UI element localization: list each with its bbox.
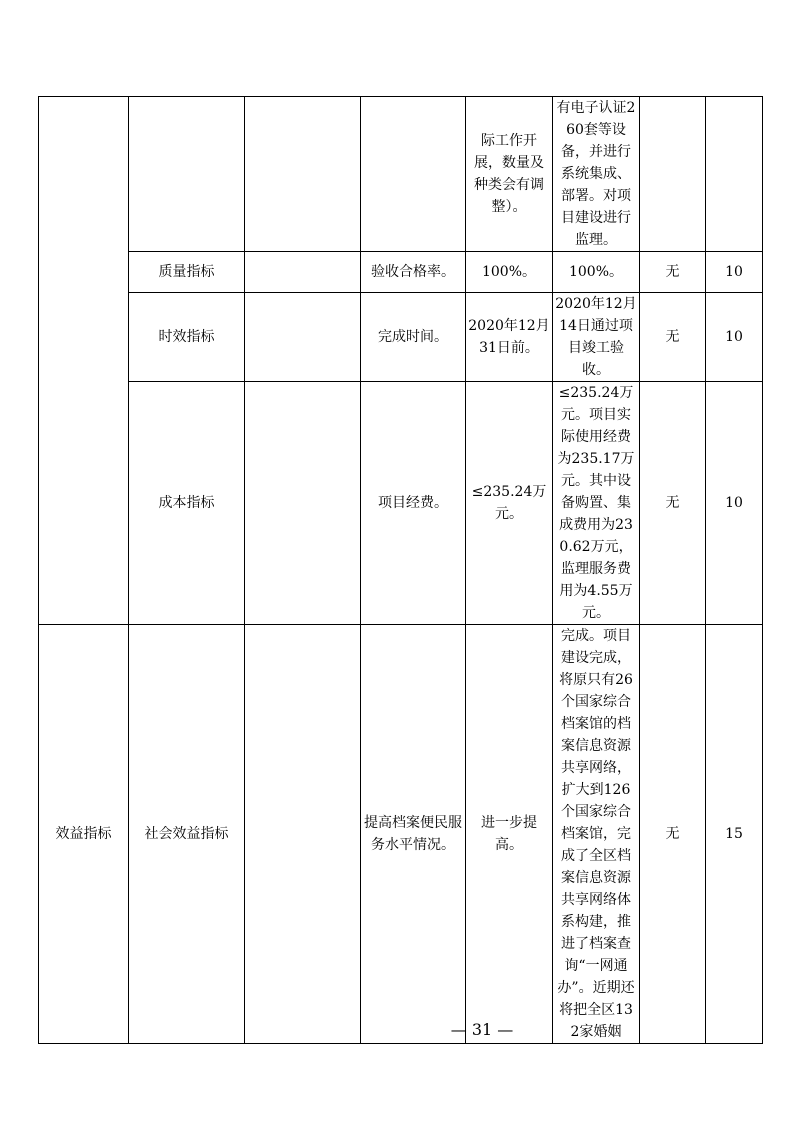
actual-completion-cell: 2020年12月14日通过项目竣工验收。 <box>553 293 640 382</box>
level2-indicator-cell: 社会效益指标 <box>129 625 245 1044</box>
table-row <box>39 97 763 252</box>
level2-indicator-cell: 质量指标 <box>129 252 245 293</box>
level2-indicator-cell <box>129 97 245 252</box>
performance-table <box>38 96 763 1044</box>
indicator-content-cell: 提高档案便民服务水平情况。 <box>361 625 466 1044</box>
table-row <box>39 293 763 382</box>
table-row <box>39 625 763 1044</box>
level2-indicator-cell: 成本指标 <box>129 382 245 625</box>
actual-completion-cell: ≤235.24万元。项目实际使用经费为235.17万元。其中设备购置、集成费用为230.62万元，监理服务费用为4.55万元。 <box>553 382 640 625</box>
annual-target-cell: 2020年12月31日前。 <box>466 293 553 382</box>
deviation-cell <box>640 97 706 252</box>
score-cell: 15 <box>706 625 763 1044</box>
level3-indicator-cell <box>245 252 361 293</box>
page-number-text: — 31 — <box>450 1020 514 1039</box>
score-cell: 10 <box>706 382 763 625</box>
table-row <box>39 252 763 293</box>
table-row <box>39 382 763 625</box>
annual-target-cell: 际工作开展，数量及种类会有调整）。 <box>466 97 553 252</box>
indicator-content-cell <box>361 97 466 252</box>
score-cell: 10 <box>706 252 763 293</box>
indicator-content-cell: 完成时间。 <box>361 293 466 382</box>
actual-completion-cell: 完成。项目建设完成，将原只有26个国家综合档案馆的档案信息资源共享网络，扩大到126个国家综合档案馆，完成了全区档案信息资源共享网络体系构建，推进了档案查询“一网通办”。近期还将把全区132家婚姻 <box>553 625 640 1044</box>
level3-indicator-cell <box>245 382 361 625</box>
level3-indicator-cell <box>245 293 361 382</box>
deviation-cell: 无 <box>640 382 706 625</box>
score-cell: 10 <box>706 293 763 382</box>
actual-completion-cell: 100%。 <box>553 252 640 293</box>
level1-indicator-cell <box>39 97 129 625</box>
indicator-content-cell: 项目经费。 <box>361 382 466 625</box>
deviation-cell: 无 <box>640 293 706 382</box>
level3-indicator-cell <box>245 625 361 1044</box>
page-number <box>0 1020 794 1039</box>
level1-indicator-cell: 效益指标 <box>39 625 129 1044</box>
score-cell <box>706 97 763 252</box>
deviation-cell: 无 <box>640 625 706 1044</box>
annual-target-cell: 100%。 <box>466 252 553 293</box>
actual-completion-cell: 有电子认证260套等设备，并进行系统集成、部署。对项目建设进行监理。 <box>553 97 640 252</box>
deviation-cell: 无 <box>640 252 706 293</box>
indicator-content-cell: 验收合格率。 <box>361 252 466 293</box>
annual-target-cell: ≤235.24万元。 <box>466 382 553 625</box>
level3-indicator-cell <box>245 97 361 252</box>
annual-target-cell: 进一步提高。 <box>466 625 553 1044</box>
level2-indicator-cell: 时效指标 <box>129 293 245 382</box>
